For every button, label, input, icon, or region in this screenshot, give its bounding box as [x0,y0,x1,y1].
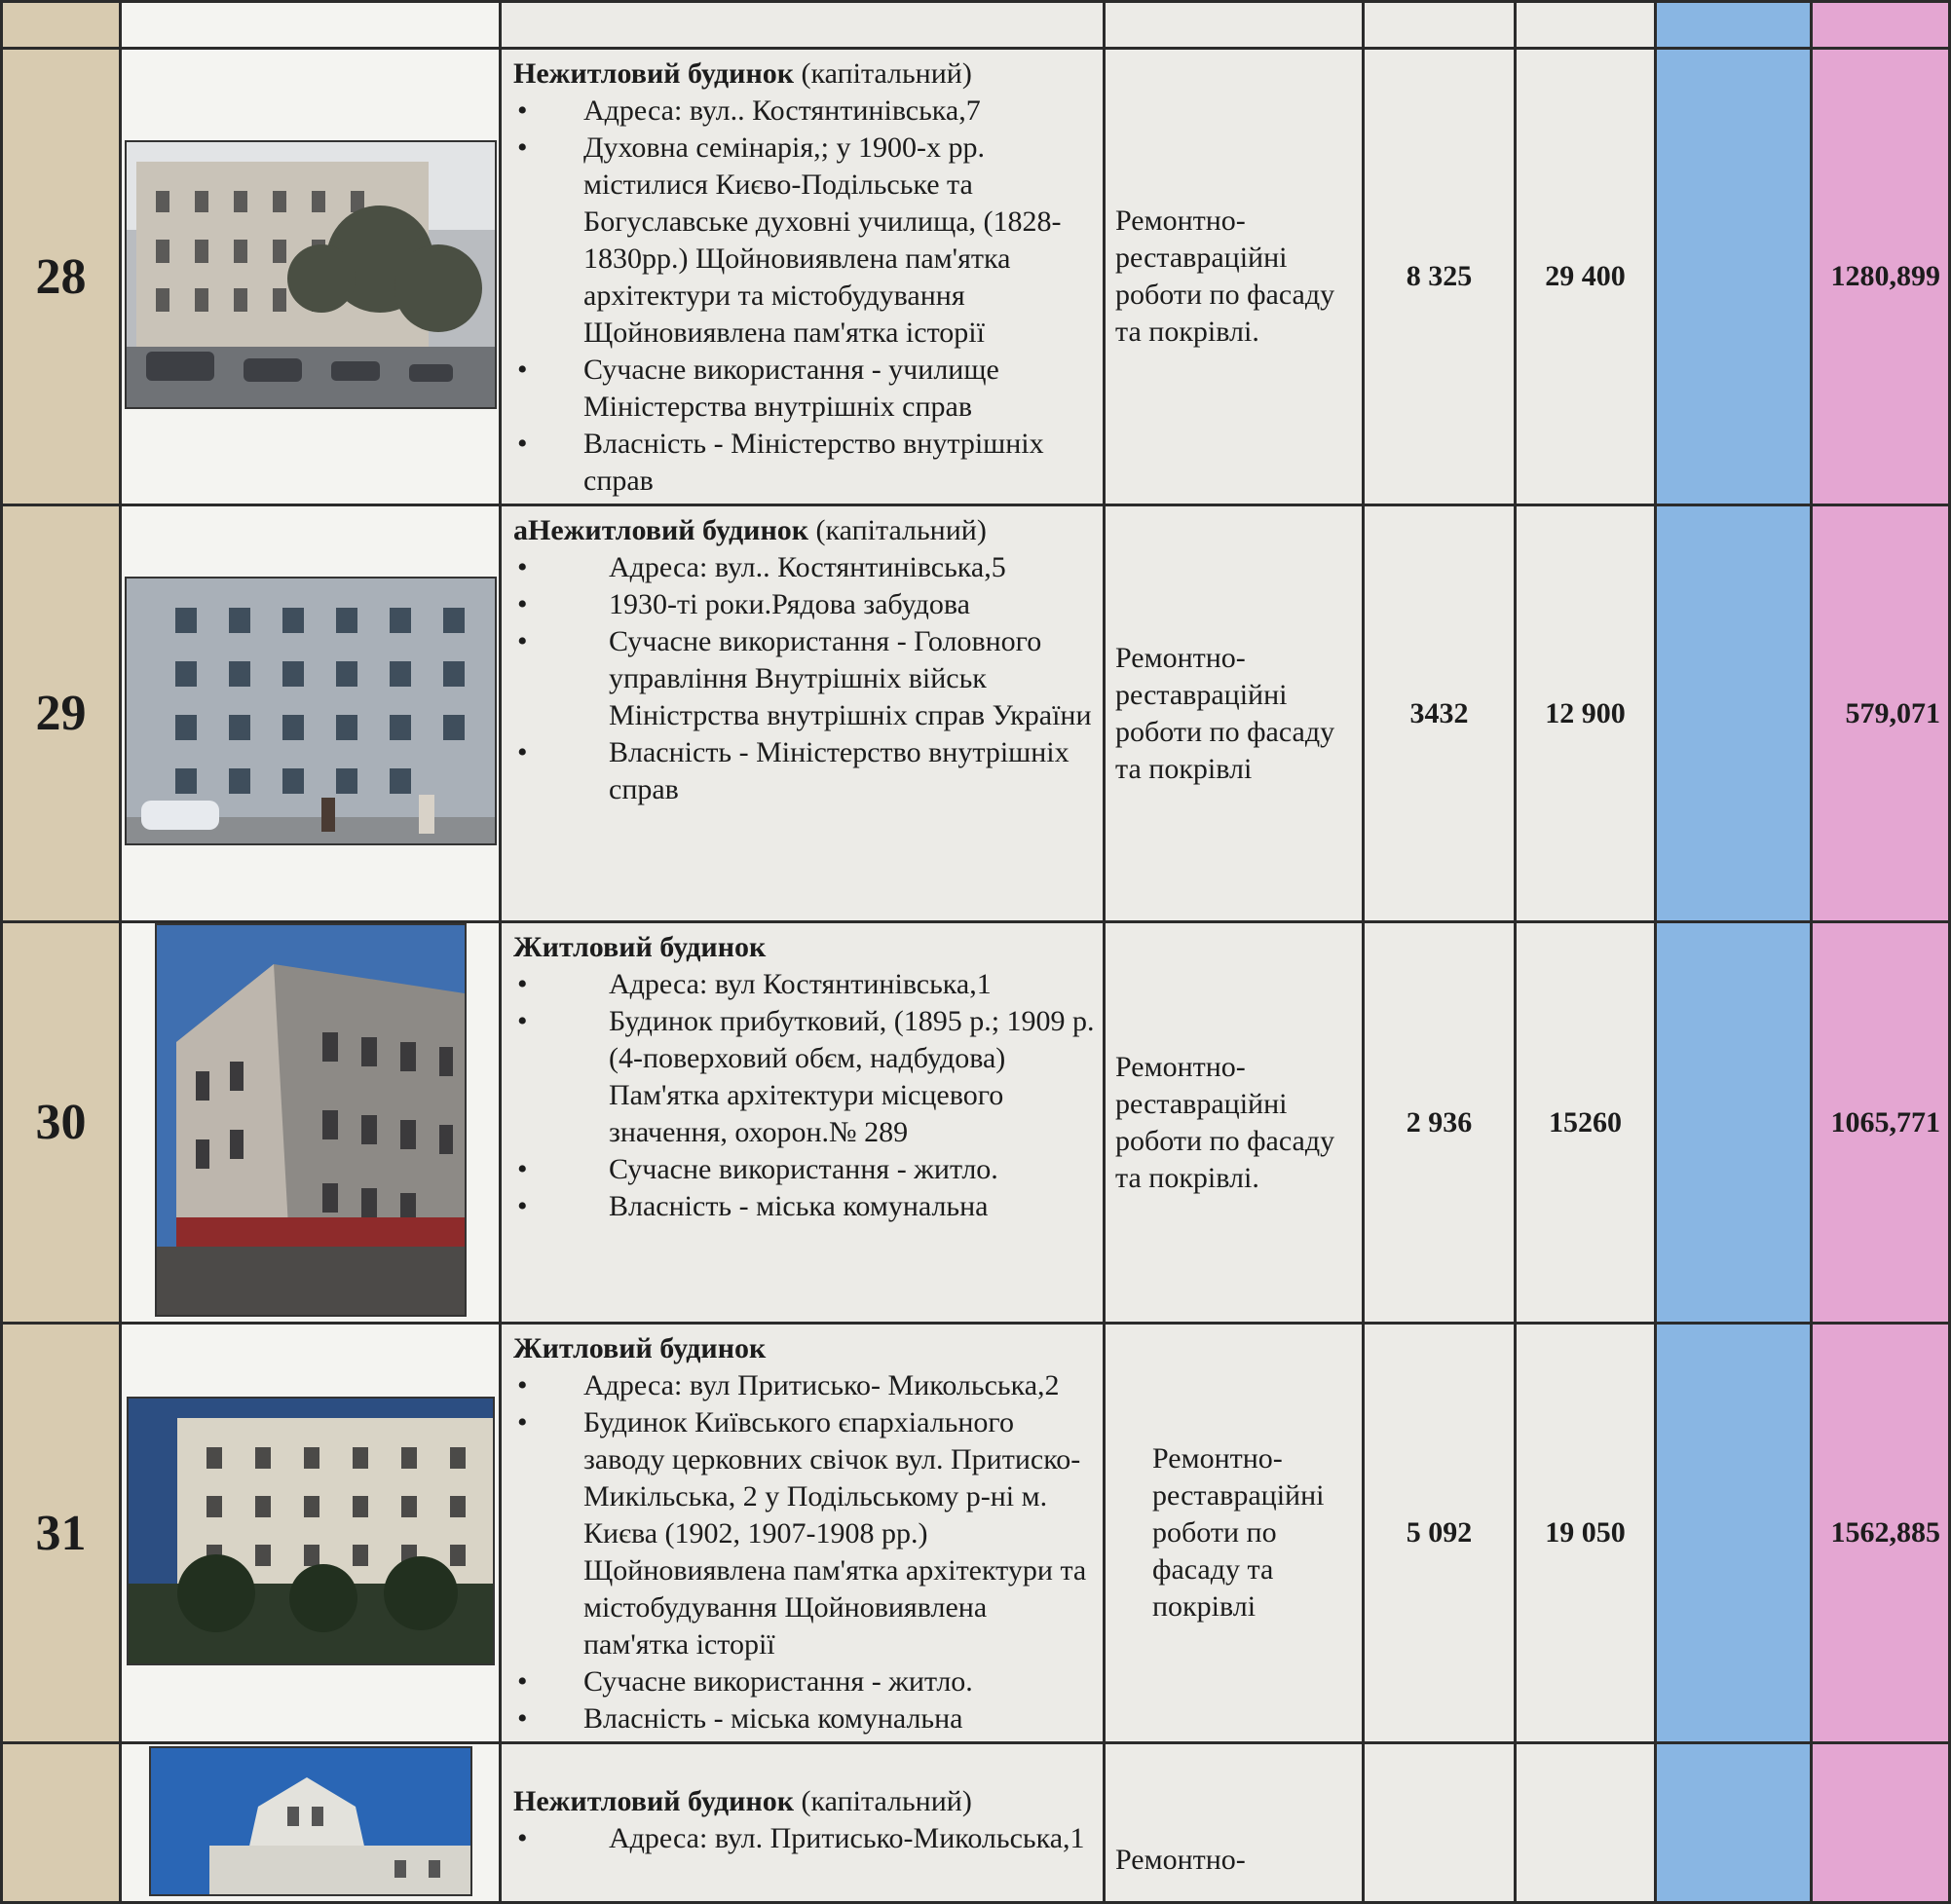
detail-item: • Духовна семінарія,; у 1900-х рр. містилися Києво-Подільське та Богуславське духовні училища, (1828-1830рр.) Щойновиявлена пам'ятка архітектури та містобудування Щойновиявлена пам'ятка історії [513,130,1095,352]
cost-value [1812,1743,1950,1903]
building-photo [127,1397,495,1665]
table-row [2,1324,1950,1743]
detail-item: • Сучасне використання - житло. [513,1151,1095,1188]
building-category: (капітальний) [794,1785,972,1817]
row-number: 28 [2,49,121,505]
works-description: Ремонтно- [1105,1743,1364,1903]
detail-item: • Власність - Міністерство внутрішніх справ [513,734,1095,808]
table-row [2,49,1950,505]
works-description: Ремонтно-реставраційні роботи по фасаду та покрівлі. [1105,49,1364,505]
area-value: 5 092 [1364,1324,1516,1743]
detail-item: • Адреса: вул.. Костянтинівська,5 [513,549,1095,586]
area-value: 3432 [1364,505,1516,922]
table-row-previous [2,2,1950,49]
table-row [2,1743,1950,1903]
building-type: Нежитловий будинок [513,57,795,90]
detail-item: • Сучасне використання - Головного управління Внутрішніх військ Міністрства внутрішніх справ України [513,623,1095,734]
building-type: аНежитловий будинок [513,514,809,546]
building-details [513,93,1095,500]
cost-value: 1280,899 [1812,49,1950,505]
blue-column-cell [1656,1743,1812,1903]
building-category: (капітальний) [808,514,987,546]
volume-value [1516,1743,1656,1903]
row-number [2,1743,121,1903]
building-details [513,1367,1095,1737]
volume-value: 15260 [1516,922,1656,1324]
building-type: Житловий будинок [513,931,767,963]
building-photo [125,577,497,845]
detail-item: • Адреса: вул Притисько- Микольська,2 [513,1367,1095,1404]
area-value: 2 936 [1364,922,1516,1324]
building-details [513,549,1095,808]
table-row [2,922,1950,1324]
cost-value: 579,071 [1812,505,1950,922]
works-description: Ремонтно-реставраційні роботи по фасаду та покрівлі [1105,1324,1364,1743]
detail-item: • Власність - Міністерство внутрішніх справ [513,426,1095,500]
detail-item: • Адреса: вул. Притисько-Микольська,1 [513,1820,1095,1857]
row-number: 30 [2,922,121,1324]
volume-value: 19 050 [1516,1324,1656,1743]
detail-item: • Власність - міська комунальна [513,1188,1095,1225]
detail-item: • Будинок Київського єпархіального заводу церковних свічок вул. Притиско-Микільська, 2 у Подільському р-ні м. Києва (1902, 1907-1908 рр.) Щойновиявлена пам'ятка архітектури та містобудування Щойновиявлена пам'ятка історії [513,1404,1095,1663]
detail-item: • Сучасне використання - житло. [513,1663,1095,1700]
detail-item: • Адреса: вул Костянтинівська,1 [513,966,1095,1003]
works-description: Ремонтно-реставраційні роботи по фасаду та покрівлі. [1105,922,1364,1324]
detail-item: • 1930-ті роки.Рядова забудова [513,586,1095,623]
building-photo [149,1746,472,1896]
blue-column-cell [1656,922,1812,1324]
row-number: 29 [2,505,121,922]
building-photo [125,140,497,409]
volume-value: 29 400 [1516,49,1656,505]
building-category: (капітальний) [794,57,972,90]
building-photo [155,923,467,1317]
detail-item: • Будинок прибутковий, (1895 р.; 1909 р.(4-поверховий обєм, надбудова) Пам'ятка архітектури місцевого значення, охорон.№ 289 [513,1003,1095,1151]
table-row [2,505,1950,922]
row-number: 31 [2,1324,121,1743]
building-details [513,966,1095,1225]
blue-column-cell [1656,1324,1812,1743]
blue-column-cell [1656,49,1812,505]
detail-item: • Сучасне використання - училище Міністерства внутрішніх справ [513,352,1095,426]
area-value: 8 325 [1364,49,1516,505]
building-details [513,1820,1095,1857]
building-type: Житловий будинок [513,1332,767,1364]
detail-item: • Власність - міська комунальна [513,1700,1095,1737]
works-description: Ремонтно-реставраційні роботи по фасаду та покрівлі [1105,505,1364,922]
building-type: Нежитловий будинок [513,1785,795,1817]
area-value [1364,1743,1516,1903]
cost-value: 1065,771 [1812,922,1950,1324]
blue-column-cell [1656,505,1812,922]
cost-value: 1562,885 [1812,1324,1950,1743]
volume-value: 12 900 [1516,505,1656,922]
detail-item: • Адреса: вул.. Костянтинівська,7 [513,93,1095,130]
